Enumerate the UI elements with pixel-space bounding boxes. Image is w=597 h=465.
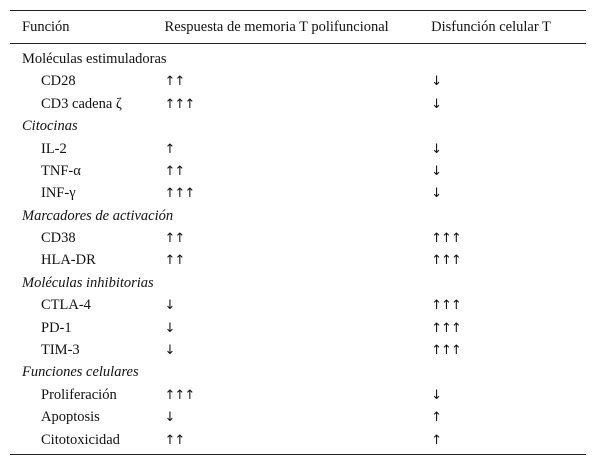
- arrow-indicator-icon: ↑↑: [164, 74, 185, 90]
- polyfunctional-response-cell: [153, 138, 420, 160]
- arrow-indicator-icon: ↑: [164, 141, 175, 157]
- dysfunction-cell: [419, 138, 586, 160]
- polyfunctional-response-cell: [153, 160, 420, 182]
- table-row: [10, 406, 586, 428]
- arrow-indicator-icon: ↓: [431, 141, 442, 157]
- dysfunction-cell: [419, 93, 586, 115]
- dysfunction-cell: [419, 339, 586, 361]
- table-row: [10, 93, 586, 115]
- table-row: [10, 339, 586, 361]
- header-respuesta-polifuncional: Respuesta de memoria T polifuncional: [153, 11, 420, 44]
- function-name: CD38: [41, 230, 76, 247]
- header-funcion: Función: [10, 11, 153, 44]
- table-row: [10, 160, 586, 182]
- polyfunctional-response-cell: [153, 317, 420, 339]
- comparison-table-container: [10, 10, 586, 455]
- group-row: [10, 115, 586, 137]
- comparison-table: [10, 10, 586, 455]
- arrow-indicator-icon: ↓: [164, 343, 175, 359]
- group-row: [10, 44, 586, 71]
- table-row: [10, 250, 586, 272]
- group-title: Citocinas: [22, 118, 78, 135]
- arrow-indicator-icon: ↓: [431, 74, 442, 90]
- function-name: TNF-α: [41, 162, 81, 179]
- table-row: [10, 384, 586, 406]
- arrow-indicator-icon: ↑↑↑: [164, 186, 195, 202]
- arrow-indicator-icon: ↑↑: [164, 253, 185, 269]
- function-name: Citotoxicidad: [10, 429, 153, 455]
- table-row: [10, 429, 586, 455]
- function-name: Apoptosis: [41, 409, 100, 426]
- dysfunction-cell: [419, 429, 586, 455]
- group-title: Funciones celulares: [22, 364, 139, 381]
- arrow-indicator-icon: ↑↑↑: [431, 320, 461, 336]
- arrow-indicator-icon: ↑↑: [164, 231, 185, 247]
- polyfunctional-response-cell: [153, 384, 420, 406]
- table-body: [10, 44, 586, 455]
- group-title: Moléculas estimuladoras: [22, 50, 167, 67]
- polyfunctional-response-cell: [153, 294, 420, 316]
- group-title: Moléculas inhibitorias: [22, 274, 154, 291]
- arrow-indicator-icon: ↑↑↑: [431, 253, 461, 269]
- header-disfuncion: Disfunción celular T: [419, 11, 586, 44]
- polyfunctional-response-cell: [153, 250, 420, 272]
- arrow-indicator-icon: ↑↑↑: [164, 96, 195, 112]
- polyfunctional-response-cell: [153, 406, 420, 428]
- dysfunction-cell: [419, 250, 586, 272]
- group-title: Marcadores de activación: [22, 207, 174, 224]
- polyfunctional-response-cell: [153, 339, 420, 361]
- function-name: INF-γ: [41, 185, 76, 202]
- arrow-indicator-icon: ↓: [431, 186, 442, 202]
- arrow-indicator-icon: ↑↑↑: [431, 343, 461, 359]
- arrow-indicator-icon: ↑↑↑: [431, 231, 461, 247]
- arrow-indicator-icon: ↓: [431, 96, 442, 112]
- arrow-indicator-icon: ↓: [164, 410, 175, 426]
- polyfunctional-response-cell: [153, 93, 420, 115]
- arrow-indicator-icon: ↑: [431, 432, 442, 448]
- arrow-indicator-icon: ↓: [431, 387, 442, 403]
- table-row: [10, 294, 586, 316]
- function-name: HLA-DR: [41, 252, 96, 269]
- function-name: CTLA-4: [41, 297, 91, 314]
- arrow-indicator-icon: ↓: [164, 320, 175, 336]
- dysfunction-cell: [419, 406, 586, 428]
- polyfunctional-response-cell: [153, 429, 420, 455]
- function-name: CD28: [41, 73, 76, 90]
- dysfunction-cell: [419, 294, 586, 316]
- function-name: PD-1: [41, 319, 72, 336]
- dysfunction-cell: [419, 160, 586, 182]
- function-name: TIM-3: [41, 342, 80, 359]
- table-row: [10, 138, 586, 160]
- function-name: IL-2: [41, 140, 67, 157]
- table-header: [10, 11, 586, 44]
- dysfunction-cell: [419, 317, 586, 339]
- dysfunction-cell: [419, 227, 586, 249]
- dysfunction-cell: [419, 182, 586, 204]
- arrow-indicator-icon: ↓: [431, 163, 442, 179]
- arrow-indicator-icon: ↑: [431, 410, 442, 426]
- table-row: [10, 227, 586, 249]
- polyfunctional-response-cell: [153, 70, 420, 92]
- group-row: [10, 361, 586, 383]
- function-name: Proliferación: [41, 386, 117, 403]
- function-name: CD3 cadena ζ: [41, 95, 122, 112]
- arrow-indicator-icon: ↑↑: [164, 163, 185, 179]
- arrow-indicator-icon: ↑↑↑: [164, 387, 195, 403]
- table-row: [10, 70, 586, 92]
- arrow-indicator-icon: ↑↑: [164, 432, 185, 448]
- dysfunction-cell: [419, 384, 586, 406]
- dysfunction-cell: [419, 70, 586, 92]
- table-row: [10, 182, 586, 204]
- arrow-indicator-icon: ↓: [164, 298, 175, 314]
- header-row: [10, 11, 586, 44]
- group-row: [10, 205, 586, 227]
- polyfunctional-response-cell: [153, 182, 420, 204]
- table-row: [10, 317, 586, 339]
- polyfunctional-response-cell: [153, 227, 420, 249]
- arrow-indicator-icon: ↑↑↑: [431, 298, 461, 314]
- group-row: [10, 272, 586, 294]
